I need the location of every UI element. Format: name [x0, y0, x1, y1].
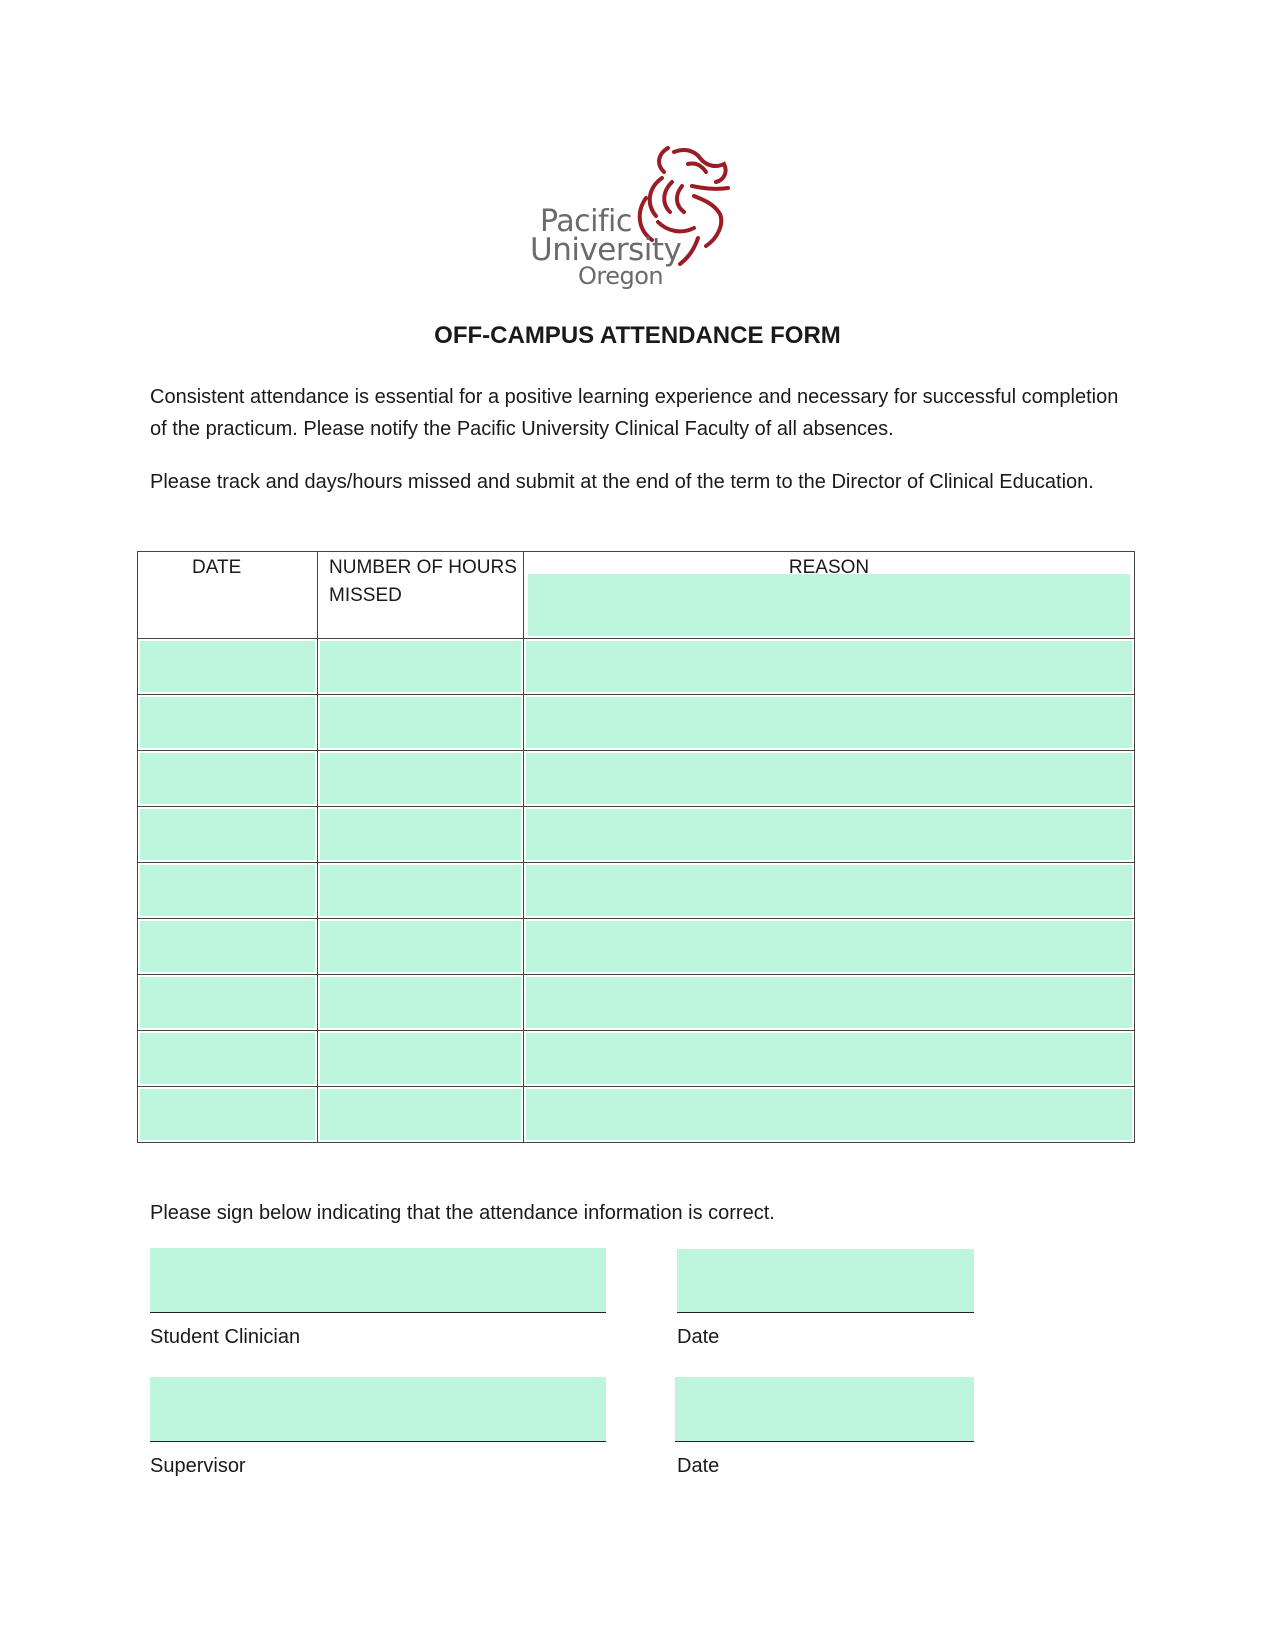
table-row: [138, 807, 1135, 863]
cell-reason: [524, 639, 1135, 695]
header-reason-field[interactable]: [528, 574, 1130, 636]
cell-hours-missed: [318, 1031, 524, 1087]
logo-text-pacific: Pacific: [540, 204, 632, 239]
cell-date: [138, 807, 318, 863]
hours-missed-field[interactable]: [320, 697, 521, 748]
hours-missed-field[interactable]: [320, 641, 521, 692]
cell-reason: [524, 751, 1135, 807]
cell-reason: [524, 807, 1135, 863]
table-row: [138, 695, 1135, 751]
cell-date: [138, 695, 318, 751]
cell-hours-missed: [318, 807, 524, 863]
pacific-university-logo: [520, 142, 760, 292]
date-field[interactable]: [140, 809, 315, 860]
reason-field[interactable]: [526, 1033, 1132, 1084]
hours-missed-field[interactable]: [320, 865, 521, 916]
student-signature-field[interactable]: [150, 1248, 606, 1312]
reason-field[interactable]: [526, 753, 1132, 804]
date-field[interactable]: [140, 1033, 315, 1084]
cell-date: [138, 1031, 318, 1087]
cell-hours-missed: [318, 1087, 524, 1143]
cell-reason: [524, 975, 1135, 1031]
supervisor-date-line: [675, 1441, 974, 1442]
cell-date: [138, 863, 318, 919]
date-field[interactable]: [140, 865, 315, 916]
supervisor-date-label: Date: [677, 1455, 720, 1477]
table-row: [138, 919, 1135, 975]
logo-text-oregon: Oregon: [578, 262, 664, 290]
reason-field[interactable]: [526, 921, 1132, 972]
cell-reason: [524, 695, 1135, 751]
supervisor-signature-line: [150, 1441, 606, 1442]
student-date-line: [677, 1312, 974, 1313]
table-row: [138, 639, 1135, 695]
hours-missed-field[interactable]: [320, 977, 521, 1028]
reason-field[interactable]: [526, 809, 1132, 860]
hours-missed-field[interactable]: [320, 1033, 521, 1084]
supervisor-date-field[interactable]: [675, 1377, 974, 1441]
cell-hours-missed: [318, 975, 524, 1031]
form-title: OFF-CAMPUS ATTENDANCE FORM: [434, 322, 841, 349]
student-date-label: Date: [677, 1326, 720, 1348]
reason-field[interactable]: [526, 1089, 1132, 1140]
cell-reason: [524, 919, 1135, 975]
cell-date: [138, 639, 318, 695]
student-signature-line: [150, 1312, 606, 1313]
hours-missed-field[interactable]: [320, 921, 521, 972]
table-row: [138, 975, 1135, 1031]
table-row: [138, 751, 1135, 807]
attendance-table: [137, 551, 1135, 1143]
cell-hours-missed: [318, 751, 524, 807]
column-header-hours-missed: NUMBER OF HOURS MISSED: [318, 552, 524, 639]
cell-hours-missed: [318, 639, 524, 695]
supervisor-signature-field[interactable]: [150, 1377, 606, 1441]
column-header-reason-label: REASON: [788, 557, 870, 578]
cell-hours-missed: [318, 919, 524, 975]
table-header-row: [138, 552, 1135, 639]
reason-field[interactable]: [526, 977, 1132, 1028]
date-field[interactable]: [140, 977, 315, 1028]
column-header-reason: [524, 552, 1135, 639]
cell-hours-missed: [318, 863, 524, 919]
cell-date: [138, 975, 318, 1031]
date-field[interactable]: [140, 1089, 315, 1140]
column-header-date: DATE: [138, 552, 318, 639]
table-row: [138, 863, 1135, 919]
supervisor-label: Supervisor: [150, 1455, 246, 1477]
cell-reason: [524, 863, 1135, 919]
date-field[interactable]: [140, 921, 315, 972]
cell-reason: [524, 1031, 1135, 1087]
cell-date: [138, 919, 318, 975]
signature-instruction: Please sign below indicating that the attendance information is correct.: [150, 1202, 775, 1224]
reason-field[interactable]: [526, 641, 1132, 692]
cell-reason: [524, 1087, 1135, 1143]
table-row: [138, 1087, 1135, 1143]
logo-text-university: University: [530, 232, 682, 268]
date-field[interactable]: [140, 753, 315, 804]
table-row: [138, 1031, 1135, 1087]
hours-missed-field[interactable]: [320, 809, 521, 860]
student-clinician-label: Student Clinician: [150, 1326, 301, 1348]
reason-field[interactable]: [526, 865, 1132, 916]
hours-missed-field[interactable]: [320, 753, 521, 804]
intro-paragraph-attendance: Consistent attendance is essential for a positive learning experience and necessary for successful completion of the practicum. Please notify the Pacific University Clinical Faculty of all absences.: [150, 386, 1119, 440]
student-date-field[interactable]: [677, 1249, 974, 1312]
intro-paragraph-submit: Please track and days/hours missed and submit at the end of the term to the Director of Clinical Education.: [150, 471, 1094, 493]
cell-date: [138, 1087, 318, 1143]
date-field[interactable]: [140, 697, 315, 748]
cell-date: [138, 751, 318, 807]
date-field[interactable]: [140, 641, 315, 692]
hours-missed-field[interactable]: [320, 1089, 521, 1140]
reason-field[interactable]: [526, 697, 1132, 748]
cell-hours-missed: [318, 695, 524, 751]
